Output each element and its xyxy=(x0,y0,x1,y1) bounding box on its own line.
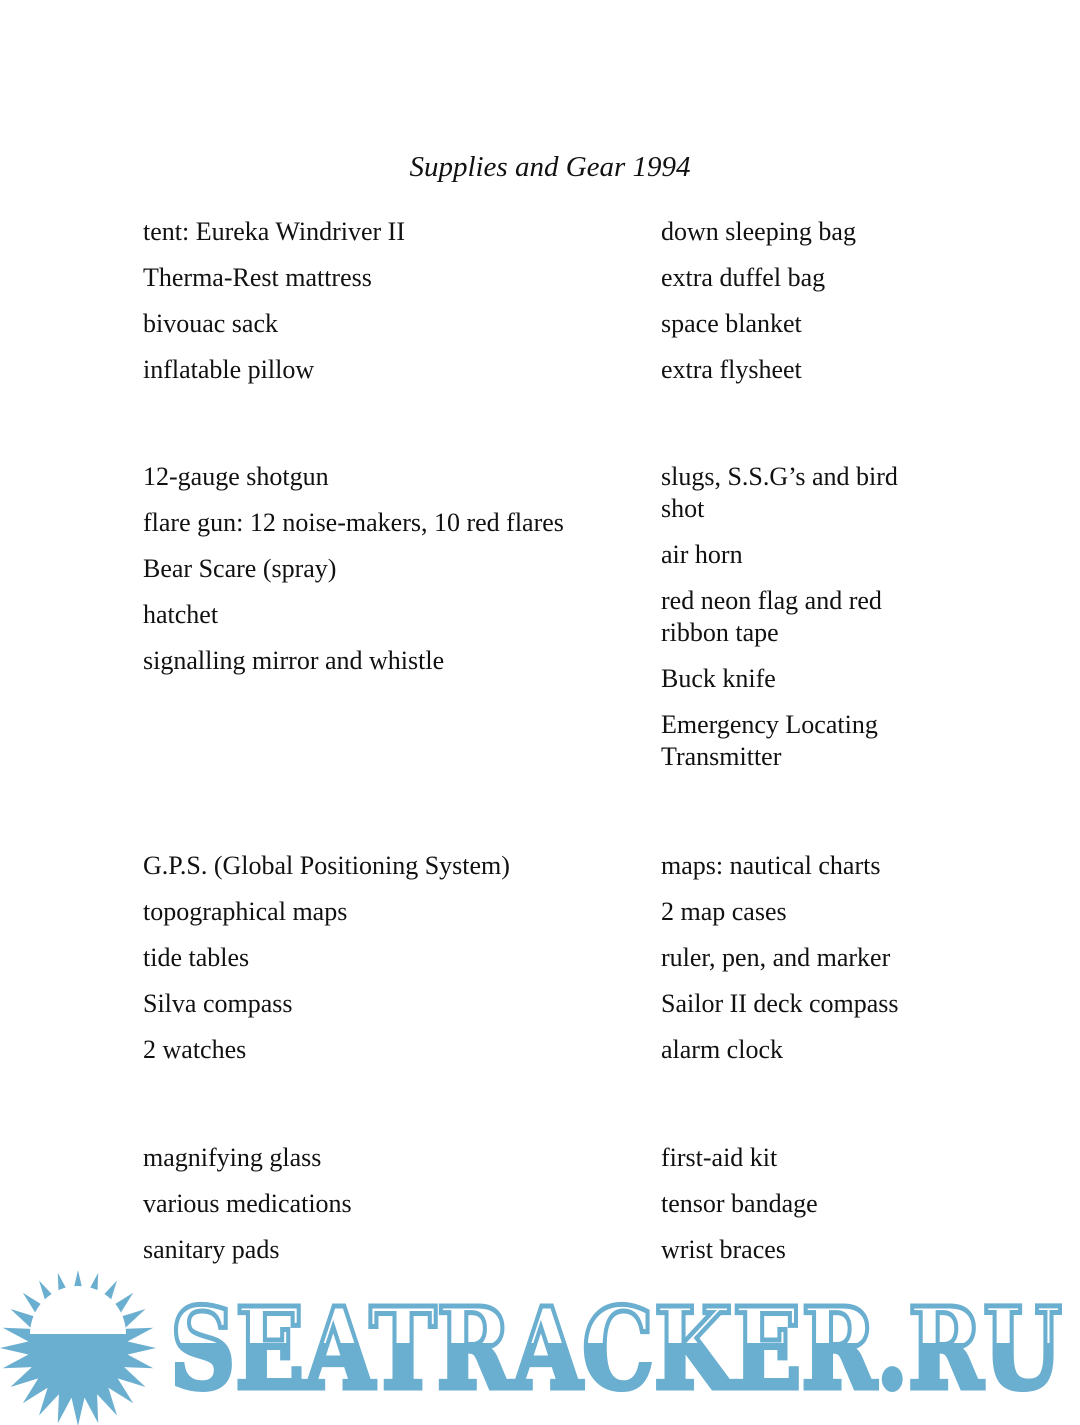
list-item: air horn xyxy=(661,540,743,569)
page-title: Supplies and Gear 1994 xyxy=(409,151,691,183)
watermark-text: SEATRACKER.RU xyxy=(170,1284,1062,1415)
list-item: bivouac sack xyxy=(143,309,279,338)
list-item: alarm clock xyxy=(661,1035,783,1064)
group-4-right-column xyxy=(661,1142,931,1280)
list-item: flare gun: 12 noise-makers, 10 red flares xyxy=(143,508,564,537)
list-item: extra flysheet xyxy=(661,355,802,384)
list-item: Sailor II deck compass xyxy=(661,989,899,1018)
list-item: Emergency Locating Transmitter xyxy=(661,710,878,771)
list-item: Therma-Rest mattress xyxy=(143,263,372,292)
group-3-left-column xyxy=(143,850,603,1080)
list-item: tent: Eureka Windriver II xyxy=(143,217,405,246)
list-item: 12-gauge shotgun xyxy=(143,462,329,491)
list-item: Bear Scare (spray) xyxy=(143,554,337,583)
list-item: extra duffel bag xyxy=(661,263,826,292)
sun-icon xyxy=(0,1270,156,1425)
list-item: tensor bandage xyxy=(661,1189,818,1218)
list-item: 2 watches xyxy=(143,1035,247,1064)
list-item: maps: nautical charts xyxy=(661,851,881,880)
list-item: wrist braces xyxy=(661,1235,786,1264)
list-item: magnifying glass xyxy=(143,1143,322,1172)
list-item: slugs, S.S.G’s and bird shot xyxy=(661,462,898,523)
watermark-logo xyxy=(0,1264,1080,1425)
group-4-left-column xyxy=(143,1142,603,1280)
list-item: G.P.S. (Global Positioning System) xyxy=(143,851,510,880)
list-item: first-aid kit xyxy=(661,1143,778,1172)
group-1-left-column xyxy=(143,216,603,400)
list-item: topographical maps xyxy=(143,897,348,926)
group-3-right-column xyxy=(661,850,931,1080)
group-2-right-column xyxy=(661,461,931,787)
list-item: sanitary pads xyxy=(143,1235,280,1264)
list-item: space blanket xyxy=(661,309,802,338)
list-item: ruler, pen, and marker xyxy=(661,943,891,972)
list-item: hatchet xyxy=(143,600,219,629)
group-1-right-column xyxy=(661,216,931,400)
list-item: signalling mirror and whistle xyxy=(143,646,445,675)
list-item: Buck knife xyxy=(661,664,776,693)
list-item: 2 map cases xyxy=(661,897,787,926)
list-item: down sleeping bag xyxy=(661,217,856,246)
list-item: inflatable pillow xyxy=(143,355,315,384)
list-item: red neon flag and red ribbon tape xyxy=(661,586,882,647)
group-2-left-column xyxy=(143,461,603,691)
list-item: tide tables xyxy=(143,943,250,972)
list-item: various medications xyxy=(143,1189,352,1218)
list-item: Silva compass xyxy=(143,989,293,1018)
